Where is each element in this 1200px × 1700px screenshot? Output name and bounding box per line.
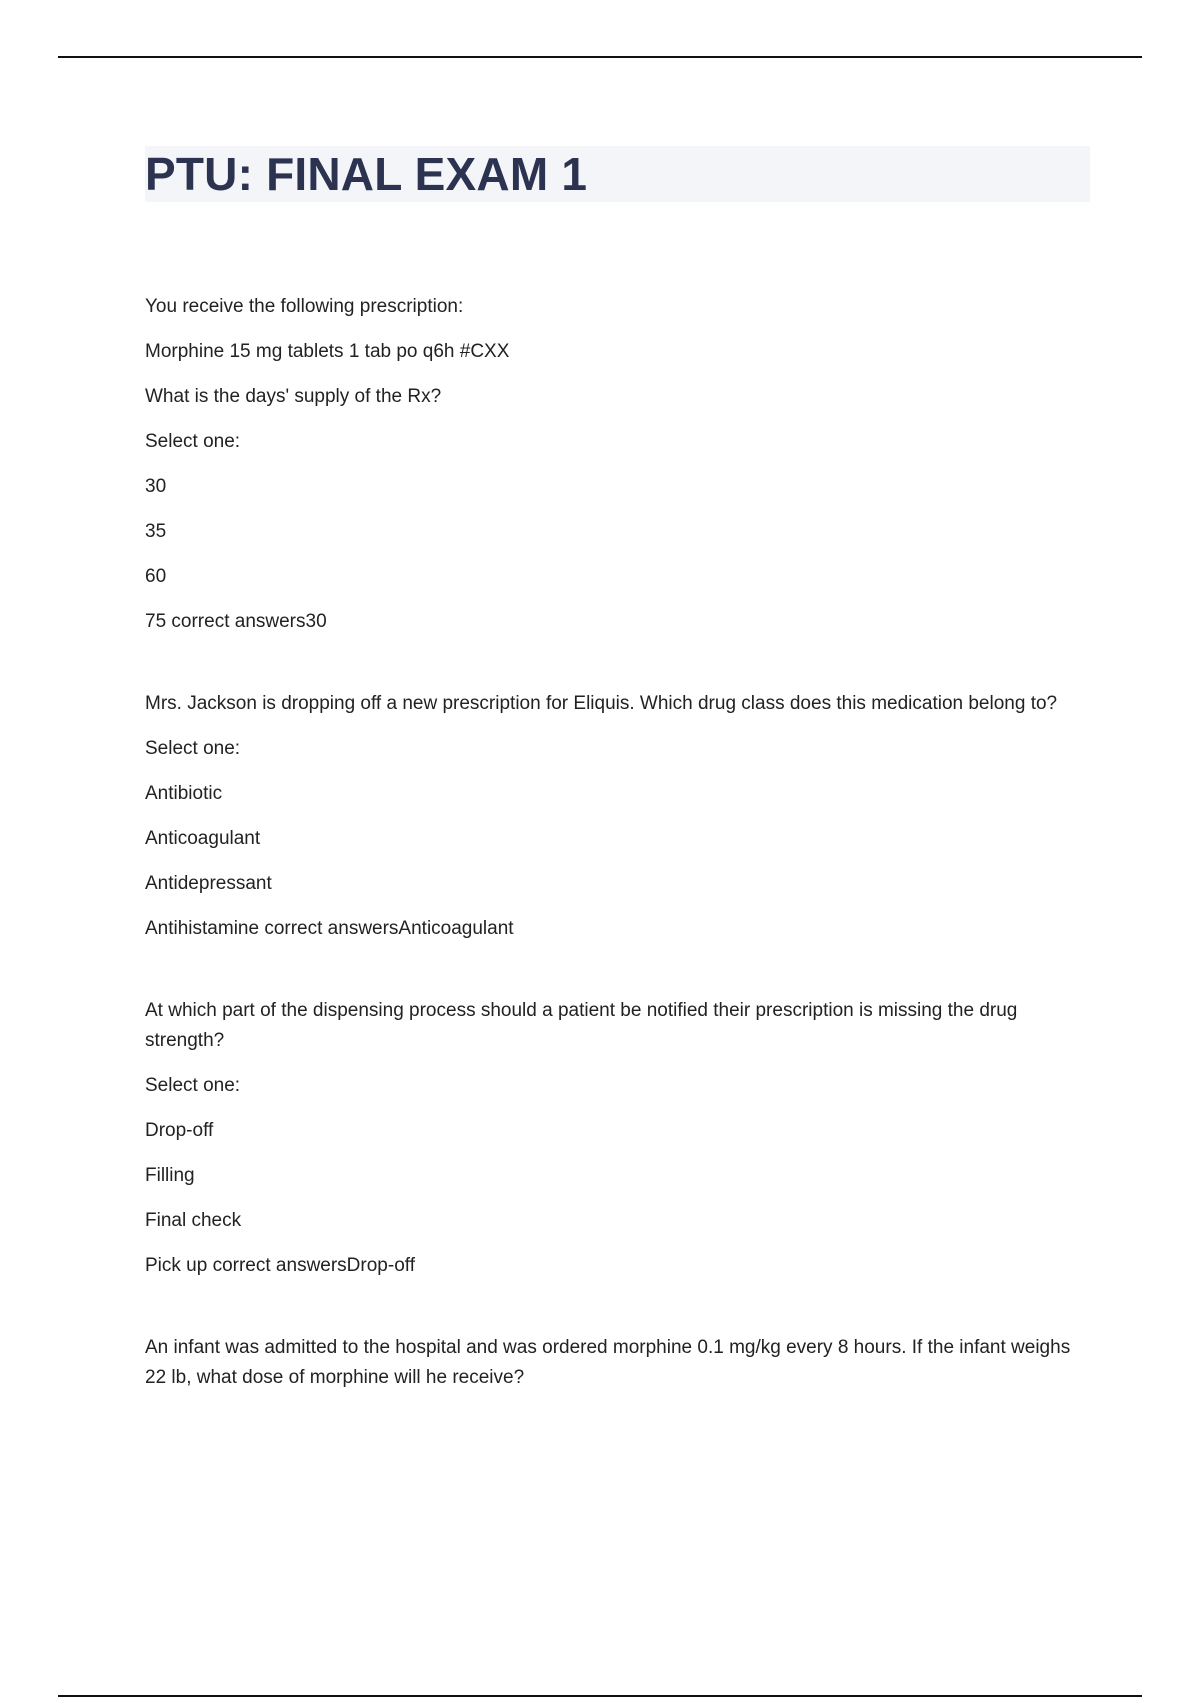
- question-2-stem: Mrs. Jackson is dropping off a new prescription for Eliquis. Which drug class does this medication belong to?: [145, 693, 1058, 714]
- question-1-stem-1: You receive the following prescription:: [145, 296, 464, 317]
- question-2-instruction: Select one:: [145, 738, 241, 759]
- question-3-option-2: Filling: [145, 1165, 195, 1186]
- bottom-rule: [58, 1695, 1142, 1697]
- question-2-answer-line: Antihistamine correct answersAnticoagulant: [145, 918, 514, 939]
- question-1-stem-2: Morphine 15 mg tablets 1 tab po q6h #CXX: [145, 341, 510, 362]
- question-2-option-2: Anticoagulant: [145, 828, 261, 849]
- question-1-answer-line: 75 correct answers30: [145, 611, 327, 632]
- question-1-option-2: 35: [145, 521, 167, 542]
- exam-content: [145, 292, 1090, 1445]
- question-3-instruction: Select one:: [145, 1075, 241, 1096]
- question-3-answer-line: Pick up correct answersDrop-off: [145, 1255, 415, 1276]
- question-1-option-3: 60: [145, 566, 167, 587]
- question-1-stem-3: What is the days' supply of the Rx?: [145, 386, 442, 407]
- question-3-option-1: Drop-off: [145, 1120, 214, 1141]
- question-2-option-3: Antidepressant: [145, 873, 272, 894]
- question-3-option-3: Final check: [145, 1210, 242, 1231]
- question-3-stem: At which part of the dispensing process should a patient be notified their prescription is missing the drug strength?: [145, 1000, 1018, 1051]
- document-title: PTU: FINAL EXAM 1: [145, 148, 588, 200]
- question-2-option-1: Antibiotic: [145, 783, 223, 804]
- question-1: [145, 292, 1090, 637]
- question-1-option-1: 30: [145, 476, 167, 497]
- question-2: [145, 689, 1090, 944]
- question-4-stem: An infant was admitted to the hospital and was ordered morphine 0.1 mg/kg every 8 hours. If the infant weighs 22 lb, what dose of morphine will he receive?: [145, 1337, 1071, 1388]
- question-1-instruction: Select one:: [145, 431, 241, 452]
- question-4: [145, 1333, 1090, 1393]
- top-rule: [58, 56, 1142, 58]
- question-3: [145, 996, 1090, 1281]
